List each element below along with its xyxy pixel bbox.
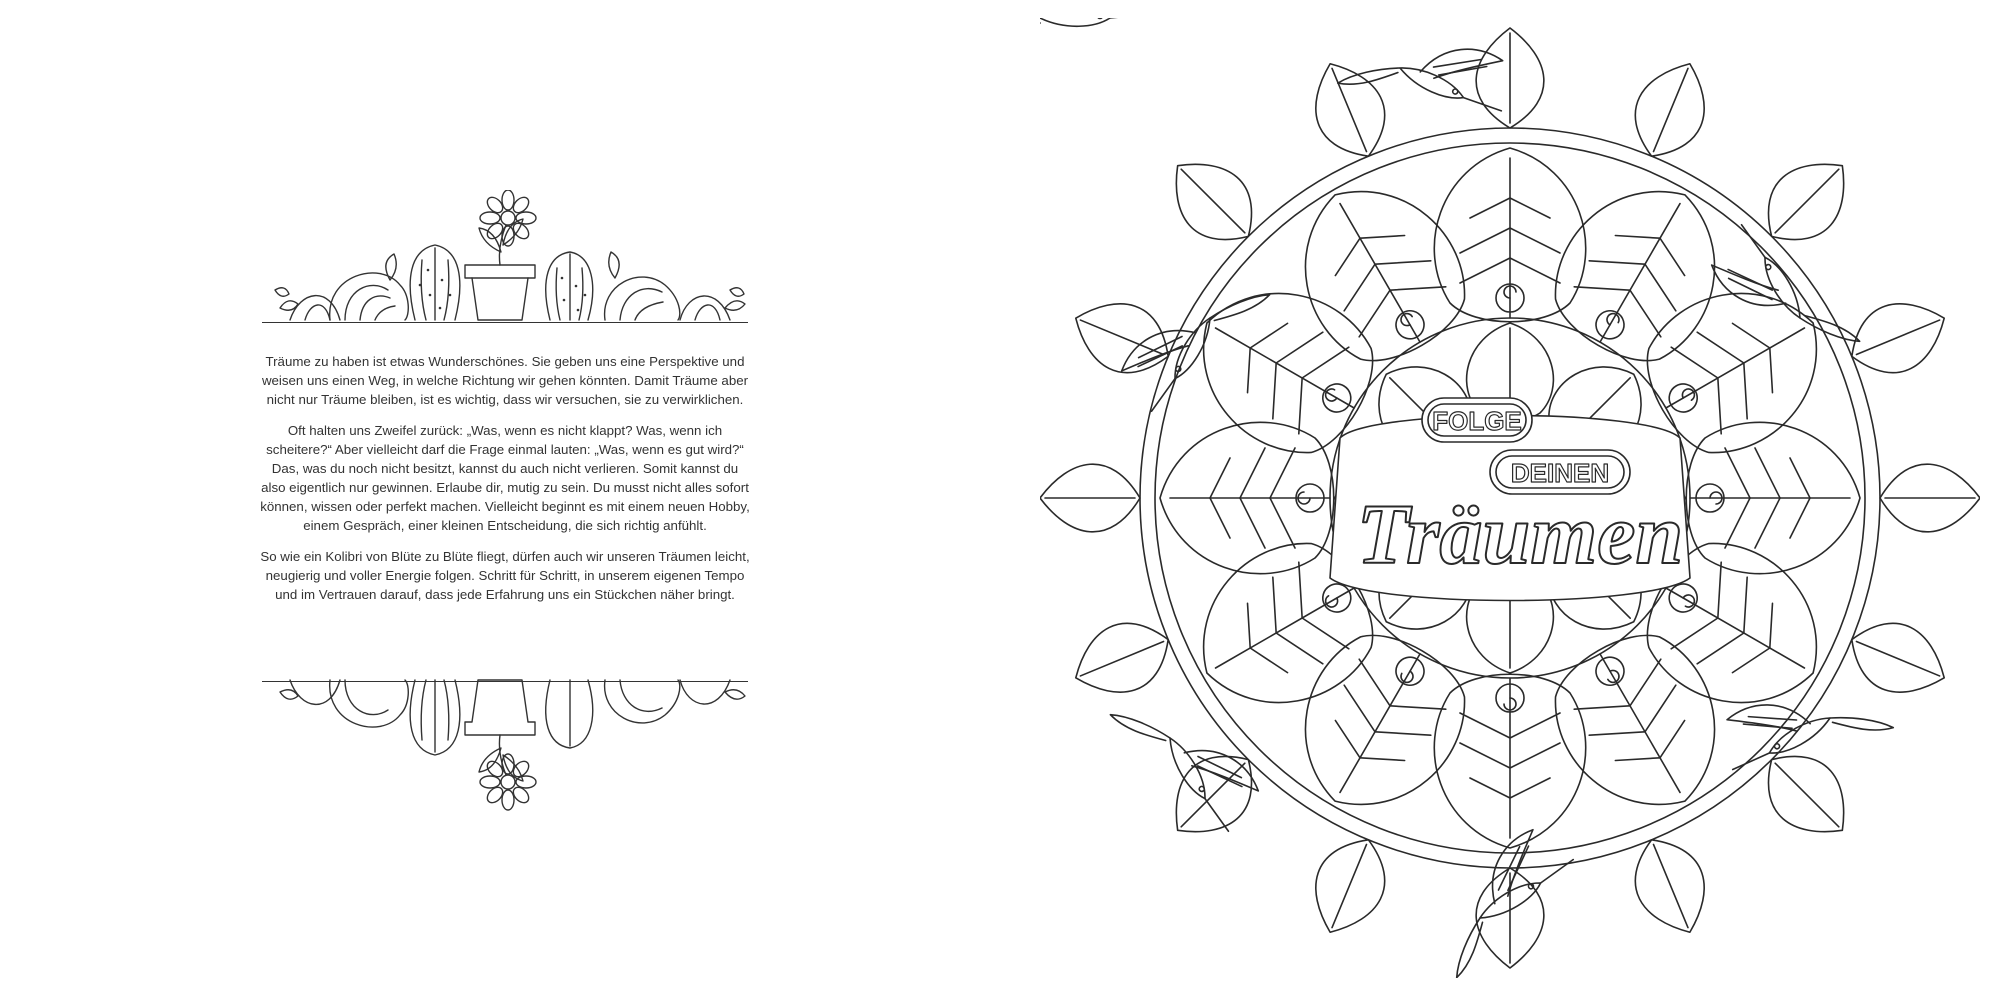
paragraph-1: Träume zu haben ist etwas Wunderschönes. Sie geben uns eine Perspektive und weisen uns einen Weg, in welche Richtung wir gehen könnten. Damit Träume aber nicht nur Träume bleiben, ist es wichtig, dass wir versuchen, sie zu verwirklichen.	[261, 354, 749, 407]
right-page	[1000, 0, 2000, 1000]
divider-line-top	[262, 322, 748, 323]
paragraph-2: Oft halten uns Zweifel zurück: „Was, wenn es nicht klappt? Was, wenn ich scheitere?“ Aber vielleicht darf die Frage einmal lauten: „Was, wenn es gut wird?“ Das, was du noch nicht besitzt, kannst du auch nicht verlieren. Somit kannst du also eigentlich nur gewinnen. Erlaube dir, mutig zu sein. Du musst nicht alles sofort können, wissen oder perfekt machen. Vielleicht beginnt es mit einem neuen Hobby, einem Gespräch, einer kleinen Entscheidung, die sich richtig anfühlt.	[260, 423, 750, 533]
mandala-text-traeumen: Träumen	[1356, 486, 1684, 582]
floral-cactus-illustration-top	[270, 190, 750, 340]
mandala-text-folge: FOLGE	[1432, 406, 1522, 436]
floral-cactus-illustration-bottom	[270, 670, 750, 820]
intro-text-block	[258, 352, 752, 616]
paragraph-3: So wie ein Kolibri von Blüte zu Blüte fliegt, dürfen auch wir unseren Träumen leicht, neugierig und voller Energie folgen. Schritt für Schritt, in unserem eigenen Tempo und im Vertrauen darauf, dass jede Erfahrung uns ein Stückchen näher bringt.	[260, 549, 750, 602]
hummingbird-mandala-illustration	[1040, 18, 1980, 978]
mandala-text-deinen: DEINEN	[1510, 458, 1610, 488]
